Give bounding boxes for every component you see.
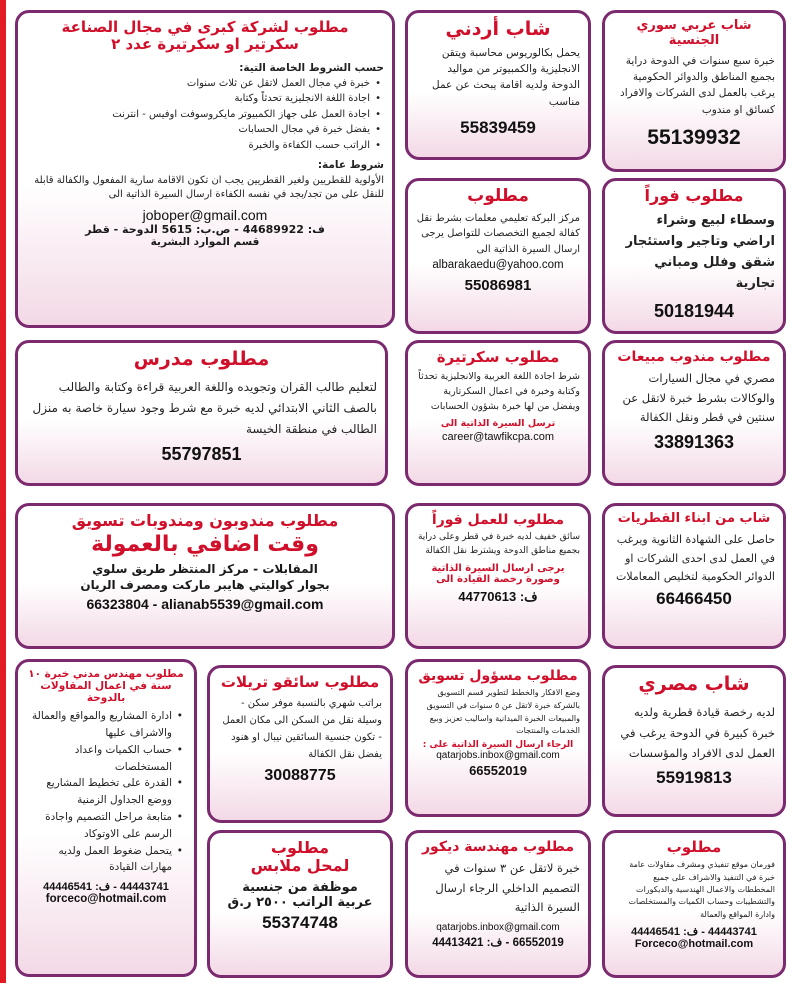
ad-email: qatarjobs.inbox@gmail.com — [436, 921, 560, 933]
ad-title: مطلوب سائقو تريلات — [220, 673, 380, 691]
ad-title: مطلوب للعمل فوراً — [431, 512, 565, 528]
list-item: • خبرة في مجال العمل لاتقل عن ثلاث سنوات — [26, 76, 370, 92]
ad-fax: 44443741 - ف: 44446541 — [43, 881, 169, 894]
ad-phone: 50181944 — [653, 300, 735, 321]
ad-phone: 55086981 — [464, 277, 532, 295]
ad-line1: موظفة من جنسية — [242, 879, 358, 895]
ad-body: مركز البركة تعليمي معلمات بشرط نقل كفالة لجميع التخصصات للتواصل يرجى ارسال السيرة الذاتية الى — [416, 212, 580, 255]
ad-body: لتعليم طالب القران وتجويده واللغة العربية قراءة وكتابة والطالب بالصف الثاني الابتدائي لديه خبرة مع شرط وجود سيارة خاصة به منزل الطالب في منطقة الخيسة — [32, 379, 377, 436]
ad-title: مطلوب مهندس مدني خبرة ١٠ سنة في اعمال المقاولات بالدوحة — [28, 668, 184, 705]
page-edge-bar — [0, 0, 6, 983]
ad-secretary — [405, 340, 591, 486]
ad-email: career@tawfikcpa.com — [441, 431, 555, 444]
ad-title: شاب مصري — [638, 673, 750, 695]
ad-body: وسطاء لبيع وشراء اراضي وتاجير واستئجار شقق وفلل ومباني تجارية — [625, 213, 775, 291]
ad-marketing-reps — [15, 503, 395, 649]
general-terms: الأولوية للقطريين ولغير القطريين يجب ان تكون الاقامة سارية المفعول والكفالة قابلة للنقل على من تجد/يجد في نفسه الكفاءة ارسال السيرة الذاتية الى — [34, 174, 384, 201]
ad-clothes-shop — [207, 830, 393, 978]
ad-syrian-youth — [602, 10, 786, 172]
list-item: • حساب الكميات واعداد المستخلصات — [26, 742, 172, 776]
ad-fax: ف: 44770613 — [458, 588, 538, 604]
ad-body: فورمان موقع تنفيذي ومشرف مقاولات عامة خبرة في التنفيذ والاشراف على جميع المخططات والاعمال الهندسية والديكورات والتشطيبات وحساب الكميات والمستخلصات وادارة المواقع والعمالة — [628, 860, 775, 919]
list-item: • الراتب حسب الكفاءة والخبرة — [26, 138, 370, 154]
ad-subtitle: لمحل ملابس — [250, 856, 350, 876]
ad-urgent-agents — [602, 178, 786, 334]
ad-fax: 66552019 - ف: 44413421 — [432, 936, 564, 949]
ad-baraka-center — [405, 178, 591, 334]
ad-body: مصري في مجال السيارات والوكالات بشرط خبرة لاتقل عن سنتين في قطر ونقل الكفالة — [622, 371, 775, 425]
ad-email: joboper@gmail.com — [142, 206, 268, 223]
ad-phone: 66466450 — [656, 589, 732, 608]
ad-body: شرط اجادة اللغة العربية والانجليزية تحدثاً وكتابة وخبرة في اعمال السكرتارية ويفضل من لها خبرة بشؤون الحسابات — [418, 371, 580, 412]
ad-body: حاصل على الشهادة الثانوية ويرغب في العمل لدى احدى الشركات او الدوائر الحكومية لتخليص المعاملات — [616, 532, 775, 584]
ad-foreman — [602, 830, 786, 978]
ad-urgent-driver — [405, 503, 591, 649]
list-item: • متابعة مراحل التصميم واجادة الرسم على الاوتوكاد — [26, 809, 172, 843]
list-item: • يفضل خبرة في مجال الحسابات — [26, 122, 370, 138]
ad-body: يحمل بكالوريوس محاسبة ويتقن الانجليزية والكمبيوتر من مواليد الدوحة ولديه اقامة يبحث عن عمل مناسب — [432, 46, 580, 108]
ad-sales-rep — [602, 340, 786, 486]
cv-note: يرجى ارسال السيرة الذاتية وصورة رخصة القيادة الى — [431, 562, 565, 585]
list-item: • يتحمل ضغوط العمل ولديه مهارات القيادة — [26, 843, 172, 877]
ad-title: مطلوب مهندسة ديكور — [421, 839, 574, 855]
ad-fax: 44443741 - ف: 44446541 — [631, 926, 757, 939]
ad-title: مطلوب فوراً — [644, 186, 744, 205]
ad-decor-engineer — [405, 830, 591, 978]
ad-email: Forceco@hotmail.com — [634, 938, 754, 951]
ad-title: شاب من ابناء القطريات — [617, 511, 771, 526]
requirements-list — [26, 708, 186, 876]
ad-contact: 66323804 - alianab5539@gmail.com — [86, 596, 324, 613]
ad-title: مطلوب سكرتيرة — [436, 348, 560, 366]
interview-landmark: بجوار كواليتي هايبر ماركت ومصرف الريان — [80, 578, 330, 593]
list-item: • القدرة على تخطيط المشاريع ووضع الجداول الزمنية — [26, 775, 172, 809]
ad-title: مطلوب مدرس — [133, 348, 270, 370]
ad-egyptian-youth — [602, 665, 786, 817]
cv-note: الرجاء ارسال السيرة الذاتية على : — [422, 740, 574, 751]
ad-body: وضع الافكار والخطط لتطوير قسم التسويق بالشركة خبرة لاتقل عن ٥ سنوات في التسويق والمبيعات الخبرة الميدانية واساليب تعزيز وبيع الخدمات والمنتجات — [426, 688, 580, 736]
ad-phone: 30088775 — [264, 767, 336, 785]
ad-phone: 55839459 — [460, 117, 536, 137]
ad-jordanian-youth — [405, 10, 591, 160]
interview-location: المقابلات - مركز المنتظر طريق سلوي — [92, 561, 318, 576]
ad-phone: 33891363 — [653, 431, 735, 452]
ad-line2: عربية الراتب ٢٥٠٠ ر.ق — [227, 895, 373, 911]
ad-title: مطلوب — [270, 838, 330, 857]
ad-body: سائق خفيف لديه خبرة في قطر وعلى دراية بجميع مناطق الدوحة ويشترط نقل الكفالة — [417, 532, 580, 557]
conditions-list — [26, 76, 384, 154]
ad-phone: 55139932 — [647, 125, 741, 149]
ad-email: forceco@hotmail.com — [45, 893, 167, 906]
list-item: • اجادة العمل على جهاز الكمبيوتر مايكروسوفت اوفيس - انترنت — [26, 107, 370, 123]
ad-subtitle: وقت اضافي بالعمولة — [91, 532, 319, 558]
ad-teacher — [15, 340, 388, 486]
ad-title: مطلوب — [467, 186, 529, 206]
ad-subtitle: سكرتير او سكرتيرة عدد ٢ — [111, 35, 299, 54]
ad-title: مطلوب مندوب مبيعات — [617, 349, 771, 365]
ad-body: لديه رخصة قيادة قطرية ولديه خبرة كبيرة في الدوحة يرغب في العمل لدى الافراد والمؤسسات — [620, 704, 775, 761]
ad-title: مطلوب مندوبون ومندوبات تسويق — [71, 511, 339, 530]
ad-title: مطلوب لشركة كبرى في مجال الصناعة — [61, 18, 349, 36]
list-item: • ادارة المشاريع والمواقع والعمالة والاشراف عليها — [26, 708, 172, 742]
ad-title: مطلوب — [666, 838, 722, 856]
conditions-heading: حسب الشروط الخاصة التية: — [239, 61, 384, 74]
ad-body: خبرة سبع سنوات في الدوحة دراية بجميع المناطق والدوائر الحكومية يرغب بالعمل لدى الشركات والافراد كسائق او مندوب — [620, 54, 775, 116]
ad-body: خبرة لاتقل عن ٣ سنوات في التصميم الداخلي الرجاء ارسال السيرة الذاتية — [435, 861, 580, 915]
ad-phone: 55797851 — [161, 443, 242, 464]
ad-phone: 55374748 — [262, 912, 338, 932]
ad-phone: 55919813 — [656, 767, 732, 787]
ad-phone: 66552019 — [469, 763, 527, 779]
ad-industry-secretary — [15, 10, 395, 328]
ad-qatari-son — [602, 503, 786, 649]
ad-email: qatarjobs.inbox@gmail.com — [436, 750, 560, 762]
ad-body: براتب شهري بالنسبة موفر سكن - وسيلة نقل من السكن الى مكان العمل - تكون جنسية السائقين نيبال او هنود يفضل نقل الكفالة — [222, 698, 382, 761]
ad-title: شاب أردني — [445, 18, 551, 40]
ad-trailer-drivers — [207, 665, 393, 823]
ad-title: مطلوب مسؤول تسويق — [418, 668, 578, 684]
general-heading: شروط عامة: — [317, 159, 384, 172]
list-item: • اجادة اللغة الانجليزية تحدثاً وكتابة — [26, 91, 370, 107]
ad-fax: ف: 44689922 - ص.ب: 5615 الدوحة - قطر — [85, 222, 325, 236]
cv-note: ترسل السيرة الذاتية الى — [440, 418, 556, 430]
ad-marketing-manager — [405, 659, 591, 817]
ad-email: albarakaedu@yahoo.com — [432, 259, 564, 272]
ad-title: شاب عربي سوري الجنسية — [636, 18, 752, 48]
ad-footer: قسم الموارد البشرية — [150, 235, 260, 248]
ad-civil-engineer — [15, 659, 197, 977]
